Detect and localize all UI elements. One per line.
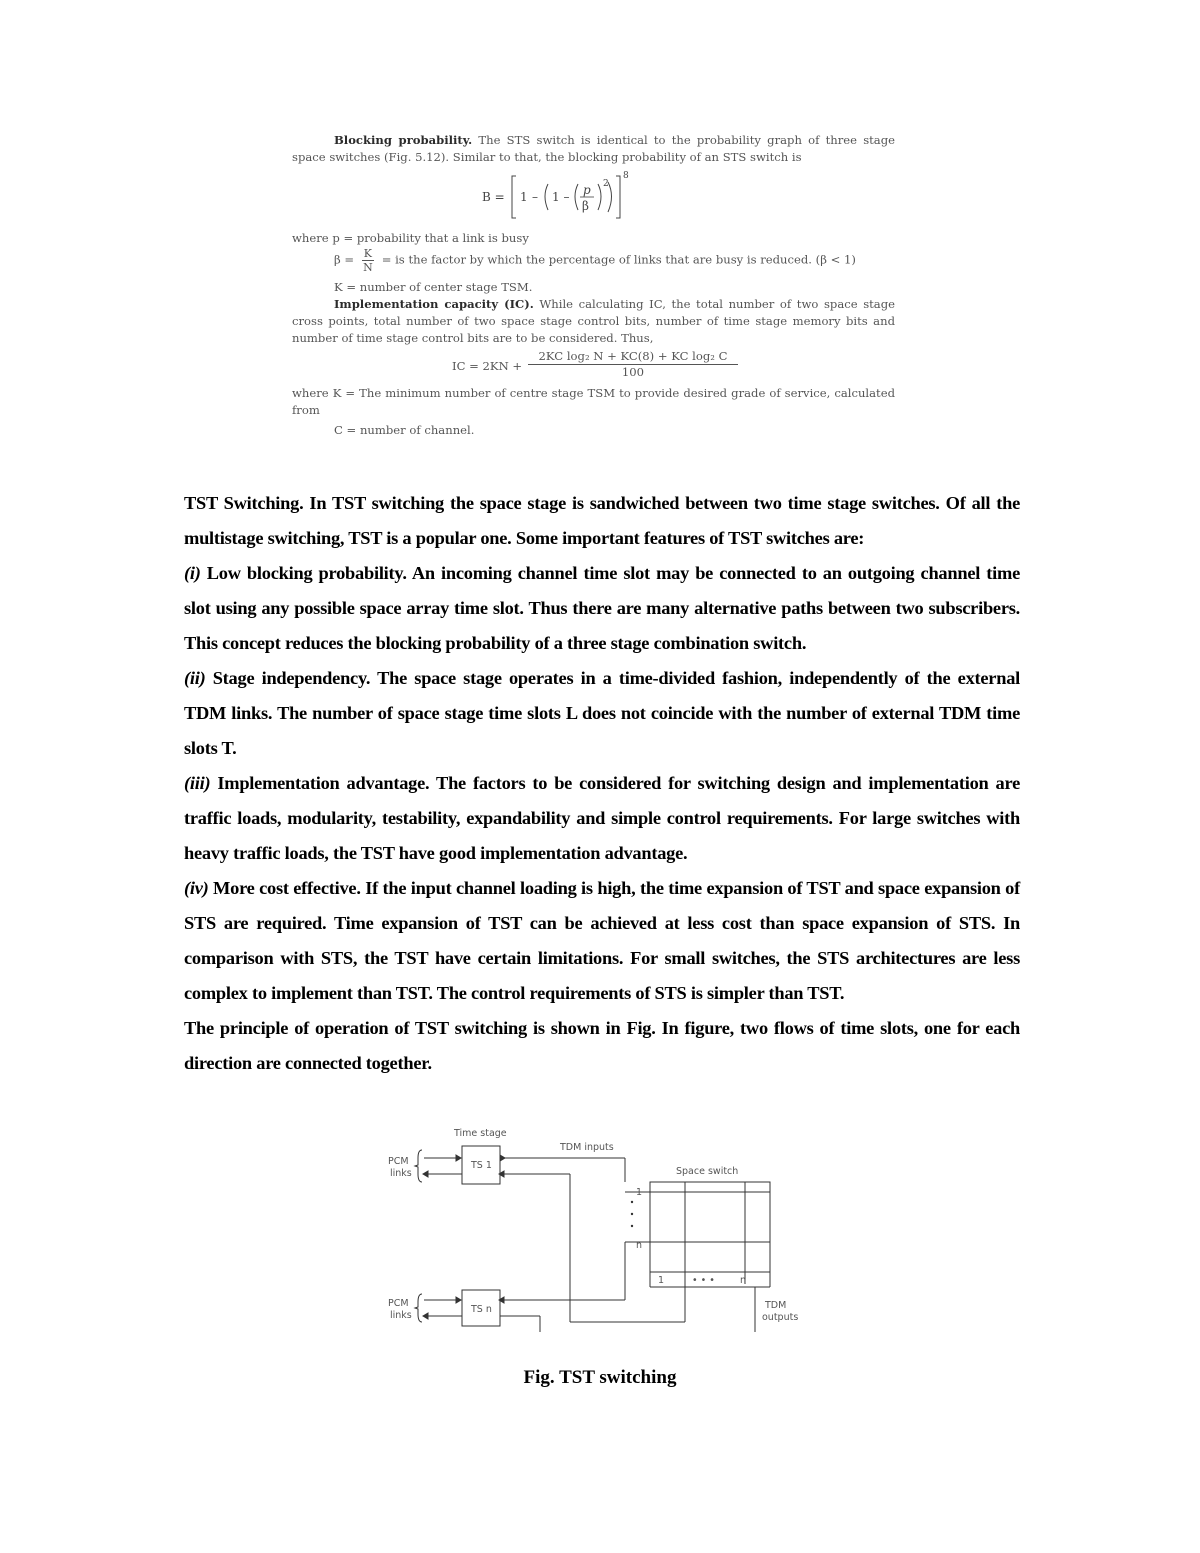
tst-diagram-svg bbox=[380, 1122, 810, 1332]
blocking-probability-paragraph: Blocking probability. The STS switch is identical to the probability graph of three stage space switches (Fig. 5.12). Similar to that, the blocking probability of an STS switch is bbox=[292, 133, 895, 164]
row-n-label: n bbox=[636, 1240, 643, 1251]
beta-fraction: $\frac{K}{N}$ bbox=[363, 247, 373, 274]
row-1-label: 1 bbox=[636, 1187, 643, 1198]
figure-caption: Fig. TST switching bbox=[523, 1367, 677, 1388]
feature-implementation-advantage: (iii) Implementation advantage. The factors to be considered for switching design and implementation are traffic loads, modularity, testability, expandability and simple control requirements. For large switches with heavy traffic loads, the TST have good implementation advantage. bbox=[184, 773, 1020, 863]
feature-stage-independency: (ii) Stage independency. The space stage operates in a time-divided fashion, independently of the external TDM links. The number of space stage time slots L does not coincide with the number of external TDM time slots T. bbox=[184, 668, 1020, 758]
col-1-label: 1 bbox=[658, 1275, 665, 1286]
tsn-label: TS n bbox=[471, 1304, 492, 1315]
outputs-label: outputs bbox=[762, 1312, 799, 1323]
tdm-inputs-label: TDM inputs bbox=[560, 1142, 614, 1153]
space-switch-label: Space switch bbox=[676, 1166, 739, 1177]
tst-intro-paragraph: TST Switching. In TST switching the space stage is sandwiched between two time stage switches. Of all the multistage switching, TST is a popular one. Some important features of TST switches are: bbox=[184, 493, 1020, 548]
book-excerpt bbox=[292, 132, 895, 439]
feature-cost-effective: (iv) More cost effective. If the input channel loading is high, the time expansion of TST and space expansion of STS are required. Time expansion of TST can be achieved at less cost than space expansion of STS. In comparison with STS, the TST have certain limitations. For small switches, the STS architectures are less complex to implement than TST. The control requirements of STS is simpler than TST. bbox=[184, 878, 1020, 1003]
col-n-label: n bbox=[740, 1275, 747, 1286]
implementation-capacity-heading: Implementation capacity (IC). bbox=[334, 297, 534, 311]
eq1-lhs: B = bbox=[482, 190, 505, 204]
svg-text:p: p bbox=[583, 183, 591, 197]
col-dots: • • • bbox=[692, 1275, 715, 1286]
tdm-label: TDM bbox=[765, 1300, 787, 1311]
links-label-2: links bbox=[390, 1310, 412, 1321]
k-definition: K = number of center stage TSM. bbox=[334, 280, 533, 294]
svg-text:1: 1 bbox=[520, 190, 528, 204]
svg-text:1 –: 1 – bbox=[552, 190, 570, 204]
ts1-label: TS 1 bbox=[471, 1160, 492, 1171]
ic-formula: IC = 2KN + $\frac{\text{2KC log₂ N + KC(8) + KC log₂ C}}{100}$ bbox=[292, 349, 895, 383]
main-text bbox=[184, 486, 1020, 1081]
time-stage-label: Time stage bbox=[454, 1128, 507, 1139]
svg-text:2: 2 bbox=[603, 179, 609, 189]
svg-text:–: – bbox=[532, 190, 538, 204]
feature-low-blocking: (i) Low blocking probability. An incoming channel time slot may be connected to an outgoing channel time slot using any possible space array time slot. Thus there are many alternative paths between two subscribers. This concept reduces the blocking probability of a three stage combination switch. bbox=[184, 563, 1020, 653]
space-switch-block bbox=[650, 1182, 770, 1272]
pcm-label-2: PCM bbox=[388, 1298, 409, 1309]
tst-switching-diagram bbox=[380, 1122, 810, 1332]
blocking-probability-heading: Blocking probability. bbox=[334, 133, 473, 147]
beta-definition: β = $\frac{K}{N}$ = is the factor by which the percentage of links that are busy is reduced. (β < 1) bbox=[334, 247, 856, 274]
svg-text:8: 8 bbox=[623, 171, 629, 181]
principle-paragraph: The principle of operation of TST switching is shown in Fig. In figure, two flows of time slots, one for each direction are connected together. bbox=[184, 1018, 1020, 1073]
blocking-formula-graphic bbox=[482, 168, 722, 226]
tst-switching-heading: TST Switching. bbox=[184, 493, 304, 513]
pcm-label-1: PCM bbox=[388, 1156, 409, 1167]
links-label-1: links bbox=[390, 1168, 412, 1179]
svg-text:β: β bbox=[582, 199, 589, 213]
implementation-capacity-paragraph: Implementation capacity (IC). While calculating IC, the total number of two space stage cross points, total number of two space stage control bits, number of time stage memory bits and number of time stage control bits are to be considered. Thus, bbox=[292, 297, 895, 345]
c-definition: C = number of channel. bbox=[334, 423, 475, 437]
ic-fraction: $\frac{\text{2KC log₂ N + KC(8) + KC log₂ C}}{100}$ bbox=[528, 349, 738, 380]
where-k-line: where K = The minimum number of centre stage TSM to provide desired grade of service, calculated from bbox=[292, 386, 895, 417]
blocking-probability-formula bbox=[292, 168, 895, 226]
where-p-line: where p = probability that a link is busy bbox=[292, 231, 529, 245]
